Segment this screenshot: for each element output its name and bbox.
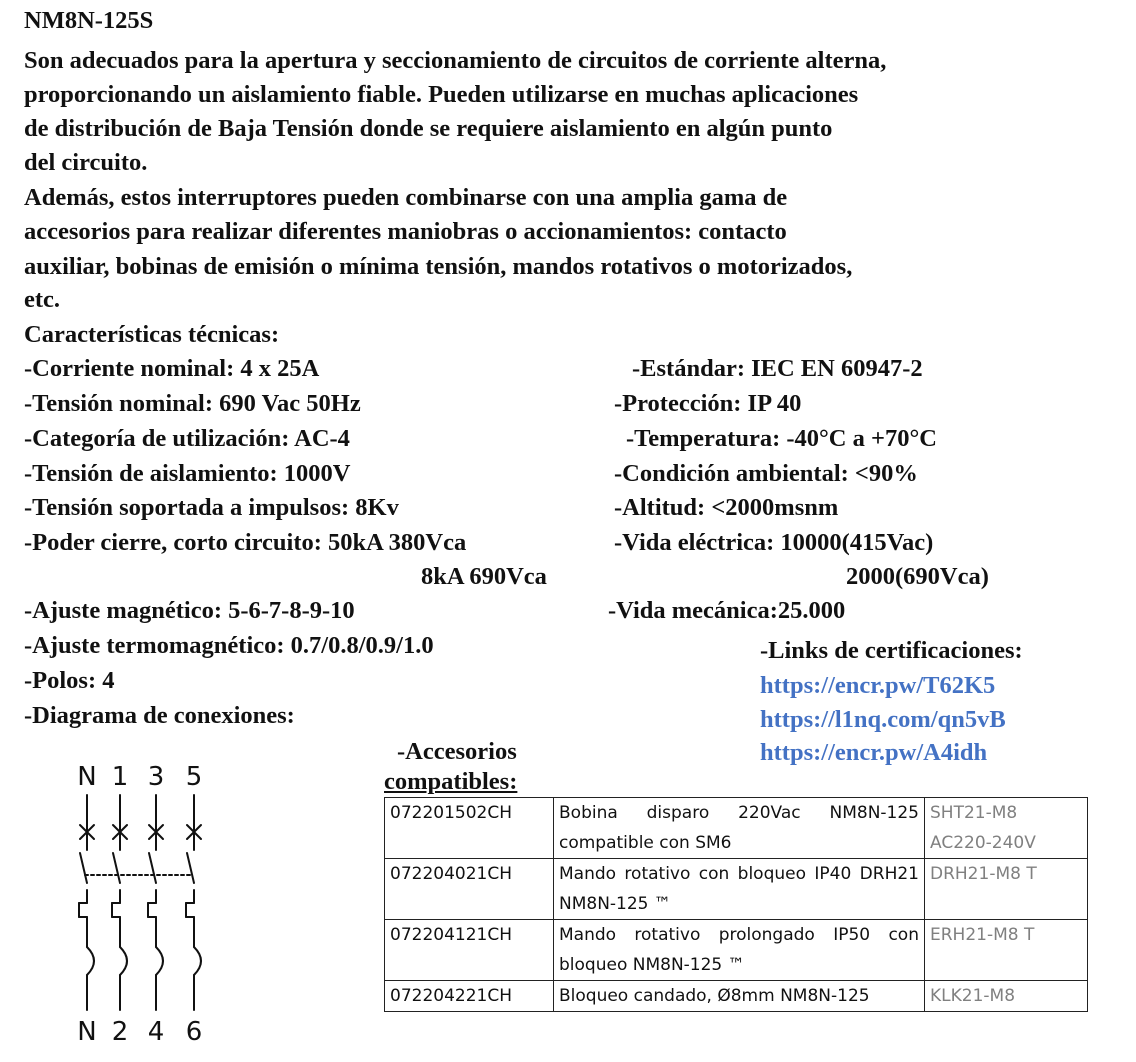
certifications-heading: -Links de certificaciones: [760,637,1023,664]
specs-heading: Características técnicas: [24,321,280,348]
intro-line: Son adecuados para la apertura y seccionamiento de circuitos de corriente alterna, [24,47,887,74]
table-row [385,859,1088,920]
intro-line: etc. [24,286,61,313]
intro-line: del circuito. [24,149,148,176]
spec-item-continuation: 8kA 690Vca [421,563,547,590]
certification-link[interactable]: https://l1nq.com/qn5vB [760,706,1006,733]
intro-line: de distribución de Baja Tensión donde se requiere aislamiento en algún punto [24,115,833,142]
spec-item: -Polos: 4 [24,667,115,694]
terminal-label: 3 [147,762,165,792]
spec-item: -Estándar: IEC EN 60947-2 [632,355,923,382]
table-row [385,798,1088,859]
accessories-table [384,797,1088,1012]
accessory-description: Mando rotativo prolongado IP50 con bloqueo NM8N-125 ™ [554,920,925,981]
spec-item: -Poder cierre, corto circuito: 50kA 380Vca [24,529,467,556]
intro-line: auxiliar, bobinas de emisión o mínima tensión, mandos rotativos o motorizados, [24,253,853,280]
intro-line: Además, estos interruptores pueden combinarse con una amplia gama de [24,184,788,211]
accessory-code: 072204121CH [385,920,554,981]
accessory-reference: DRH21-M8 T [925,859,1088,920]
spec-item: -Tensión de aislamiento: 1000V [24,460,351,487]
pole-n-symbol [79,795,94,1010]
spec-item: -Altitud: <2000msnm [614,494,839,521]
accessory-reference: ERH21-M8 T [925,920,1088,981]
pole-1-symbol [112,795,127,1010]
spec-item-continuation: 2000(690Vca) [846,563,989,590]
terminal-label: 4 [147,1017,165,1047]
accessory-reference: SHT21-M8 AC220-240V [925,798,1088,859]
accessory-code: 072204221CH [385,981,554,1012]
terminal-label: 1 [111,762,129,792]
accessory-description: Mando rotativo con bloqueo IP40 DRH21 NM8N-125 ™ [554,859,925,920]
accessory-description: Bobina disparo 220Vac NM8N-125 compatible con SM6 [554,798,925,859]
terminal-label: N [77,762,97,792]
spec-item: -Ajuste termomagnético: 0.7/0.8/0.9/1.0 [24,632,434,659]
spec-item: -Protección: IP 40 [614,390,802,417]
spec-item: -Tensión nominal: 690 Vac 50Hz [24,390,361,417]
table-row [385,920,1088,981]
certification-link[interactable]: https://encr.pw/T62K5 [760,672,996,699]
spec-item: -Corriente nominal: 4 x 25A [24,355,320,382]
spec-item: -Vida eléctrica: 10000(415Vac) [614,529,934,556]
pole-3-symbol [148,795,163,1010]
spec-item: -Ajuste magnético: 5-6-7-8-9-10 [24,597,355,624]
accessory-code: 072204021CH [385,859,554,920]
table-row [385,981,1088,1012]
terminal-label: 5 [185,762,203,792]
page-title: NM8N-125S [24,7,154,34]
accessories-heading: compatibles: [384,768,518,795]
accessory-code: 072201502CH [385,798,554,859]
accessories-heading: -Accesorios [397,738,517,765]
certification-link[interactable]: https://encr.pw/A4idh [760,739,988,766]
spec-item: -Tensión soportada a impulsos: 8Kv [24,494,399,521]
intro-line: accesorios para realizar diferentes maniobras o accionamientos: contacto [24,218,787,245]
spec-item: -Condición ambiental: <90% [614,460,918,487]
accessory-description: Bloqueo candado, Ø8mm NM8N-125 [554,981,925,1012]
accessory-reference: KLK21-M8 [925,981,1088,1012]
terminal-label: 2 [111,1017,129,1047]
diagram-heading: -Diagrama de conexiones: [24,702,295,729]
intro-line: proporcionando un aislamiento fiable. Pueden utilizarse en muchas aplicaciones [24,81,859,108]
connection-diagram [50,755,250,1055]
terminal-label: 6 [185,1017,203,1047]
spec-item: -Temperatura: -40°C a +70°C [626,425,937,452]
pole-5-symbol [186,795,201,1010]
spec-item: -Vida mecánica:25.000 [608,597,846,624]
spec-item: -Categoría de utilización: AC-4 [24,425,350,452]
terminal-label: N [77,1017,97,1047]
